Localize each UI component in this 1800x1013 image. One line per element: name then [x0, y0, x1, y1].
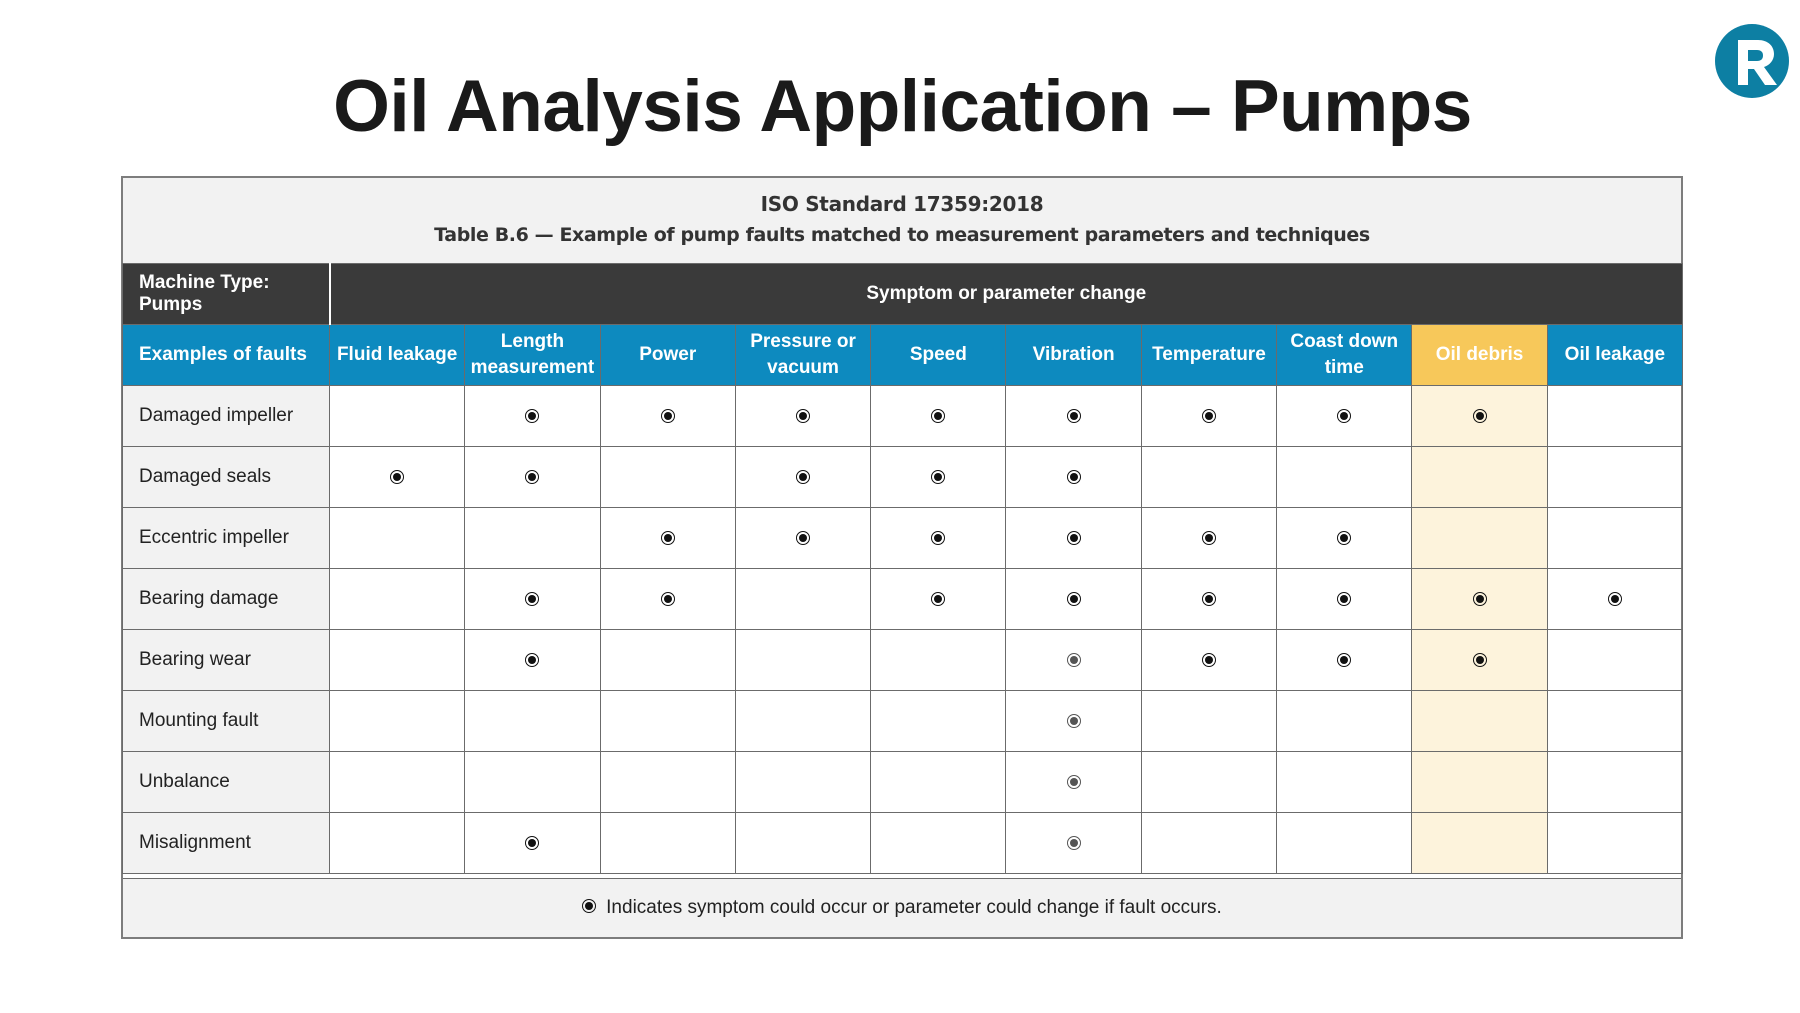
table-cell	[1547, 691, 1682, 752]
table-cell	[1547, 447, 1682, 508]
bullseye-marker-icon	[661, 531, 675, 545]
fault-name: Misalignment	[123, 813, 330, 874]
table-cell	[735, 630, 870, 691]
table-cell	[465, 691, 600, 752]
table-cell	[735, 691, 870, 752]
table-cell	[735, 508, 870, 569]
table-cell	[1547, 630, 1682, 691]
table-cell	[1277, 813, 1412, 874]
table-cell	[600, 752, 735, 813]
column-header: Length measurement	[465, 325, 600, 386]
table-cell	[1277, 752, 1412, 813]
legend-text: Indicates symptom could occur or parameter could change if fault occurs.	[606, 897, 1222, 918]
table-row	[123, 447, 1683, 508]
bullseye-marker-icon	[1067, 592, 1081, 606]
table-row	[123, 569, 1683, 630]
bullseye-marker-icon	[525, 592, 539, 606]
table-cell	[1006, 813, 1141, 874]
bullseye-marker-icon	[1202, 653, 1216, 667]
table-cell	[1547, 813, 1682, 874]
table-cell	[330, 447, 465, 508]
bullseye-marker-icon	[582, 899, 596, 913]
caption-description: Table B.6 — Example of pump faults matched to measurement parameters and techniques	[434, 224, 1370, 246]
table-cell	[1141, 813, 1276, 874]
bullseye-marker-icon	[1473, 592, 1487, 606]
bullseye-marker-icon	[931, 592, 945, 606]
table-cell	[871, 569, 1006, 630]
table-cell	[465, 447, 600, 508]
table-cell	[1006, 569, 1141, 630]
bullseye-marker-icon	[796, 470, 810, 484]
table-cell	[1006, 508, 1141, 569]
table-cell	[1141, 691, 1276, 752]
column-header: Power	[600, 325, 735, 386]
bullseye-marker-icon	[1067, 409, 1081, 423]
table-cell	[600, 630, 735, 691]
table-cell	[600, 508, 735, 569]
column-header: Vibration	[1006, 325, 1141, 386]
column-header: Fluid leakage	[330, 325, 465, 386]
bullseye-marker-icon	[525, 836, 539, 850]
table-cell	[330, 752, 465, 813]
bullseye-marker-icon	[1067, 775, 1081, 789]
fault-name: Bearing damage	[123, 569, 330, 630]
bullseye-marker-icon	[1202, 531, 1216, 545]
table-cell	[1141, 447, 1276, 508]
table-cell	[1547, 569, 1682, 630]
column-header: Speed	[871, 325, 1006, 386]
bullseye-marker-icon	[931, 470, 945, 484]
table-cell	[465, 630, 600, 691]
table-cell	[1412, 386, 1547, 447]
table-cell	[1412, 813, 1547, 874]
caption-standard: ISO Standard 17359:2018	[760, 192, 1044, 216]
bullseye-marker-icon	[661, 409, 675, 423]
table-cell	[1277, 569, 1412, 630]
table-cell	[330, 508, 465, 569]
table-cell	[600, 447, 735, 508]
bullseye-marker-icon	[796, 409, 810, 423]
column-header: Oil debris	[1412, 325, 1547, 386]
bullseye-marker-icon	[1067, 653, 1081, 667]
table-cell	[330, 569, 465, 630]
column-header: Oil leakage	[1547, 325, 1682, 386]
table-cell	[735, 752, 870, 813]
table-cell	[1006, 447, 1141, 508]
table-cell	[600, 691, 735, 752]
fault-name: Eccentric impeller	[123, 508, 330, 569]
bullseye-marker-icon	[1608, 592, 1622, 606]
table-cell	[735, 813, 870, 874]
bullseye-marker-icon	[931, 531, 945, 545]
table-cell	[465, 752, 600, 813]
fault-name: Damaged impeller	[123, 386, 330, 447]
table-cell	[1277, 691, 1412, 752]
bullseye-marker-icon	[1067, 531, 1081, 545]
table-cell	[871, 386, 1006, 447]
table-row	[123, 752, 1683, 813]
table-cell	[1412, 752, 1547, 813]
bullseye-marker-icon	[1473, 653, 1487, 667]
bullseye-marker-icon	[525, 409, 539, 423]
table-cell	[1006, 752, 1141, 813]
table-row	[123, 386, 1683, 447]
table-row	[123, 813, 1683, 874]
table-cell	[330, 630, 465, 691]
column-header: Temperature	[1141, 325, 1276, 386]
page-title: Oil Analysis Application – Pumps	[333, 66, 1472, 147]
bullseye-marker-icon	[1337, 409, 1351, 423]
table-cell	[1547, 386, 1682, 447]
table-cell	[871, 813, 1006, 874]
table-cell	[735, 569, 870, 630]
table-cell	[1141, 508, 1276, 569]
table-cell	[1141, 630, 1276, 691]
table-cell	[1547, 752, 1682, 813]
table-cell	[1412, 569, 1547, 630]
faults-column-header: Examples of faults	[123, 325, 330, 386]
table-cell	[871, 630, 1006, 691]
bullseye-marker-icon	[796, 531, 810, 545]
column-header: Pressure or vacuum	[735, 325, 870, 386]
table-cell	[871, 752, 1006, 813]
iso-fault-table	[121, 176, 1683, 939]
table-cell	[1277, 447, 1412, 508]
fault-grid	[122, 263, 1683, 874]
table-cell	[1412, 630, 1547, 691]
bullseye-marker-icon	[390, 470, 404, 484]
table-row	[123, 630, 1683, 691]
bullseye-marker-icon	[1067, 836, 1081, 850]
table-cell	[1141, 752, 1276, 813]
machine-type-header: Machine Type: Pumps	[123, 264, 330, 325]
column-header-row	[123, 325, 1683, 386]
table-cell	[1006, 386, 1141, 447]
fault-name: Bearing wear	[123, 630, 330, 691]
table-cell	[1141, 386, 1276, 447]
bullseye-marker-icon	[525, 470, 539, 484]
bullseye-marker-icon	[1337, 592, 1351, 606]
group-header-row	[123, 264, 1683, 325]
column-header: Coast down time	[1277, 325, 1412, 386]
table-cell	[600, 569, 735, 630]
table-row	[123, 691, 1683, 752]
bullseye-marker-icon	[1067, 714, 1081, 728]
table-cell	[330, 691, 465, 752]
table-cell	[1412, 691, 1547, 752]
bullseye-marker-icon	[661, 592, 675, 606]
table-cell	[1141, 569, 1276, 630]
table-cell	[1412, 508, 1547, 569]
table-cell	[465, 386, 600, 447]
table-cell	[600, 386, 735, 447]
bullseye-marker-icon	[1202, 592, 1216, 606]
bullseye-marker-icon	[1202, 409, 1216, 423]
table-cell	[871, 508, 1006, 569]
table-cell	[465, 569, 600, 630]
bullseye-marker-icon	[525, 653, 539, 667]
table-cell	[330, 813, 465, 874]
bullseye-marker-icon	[931, 409, 945, 423]
table-row	[123, 508, 1683, 569]
table-cell	[465, 508, 600, 569]
symptom-group-header: Symptom or parameter change	[330, 264, 1683, 325]
table-cell	[735, 447, 870, 508]
bullseye-marker-icon	[1337, 531, 1351, 545]
table-cell	[871, 691, 1006, 752]
table-cell	[1412, 447, 1547, 508]
table-cell	[600, 813, 735, 874]
bullseye-marker-icon	[1337, 653, 1351, 667]
table-cell	[1547, 508, 1682, 569]
table-cell	[1277, 630, 1412, 691]
table-cell	[1006, 691, 1141, 752]
table-caption	[123, 178, 1681, 264]
table-cell	[1277, 508, 1412, 569]
table-cell	[871, 447, 1006, 508]
bullseye-marker-icon	[1067, 470, 1081, 484]
fault-rows	[123, 386, 1683, 874]
table-cell	[1006, 630, 1141, 691]
fault-name: Mounting fault	[123, 691, 330, 752]
table-legend	[123, 878, 1681, 937]
bullseye-marker-icon	[1473, 409, 1487, 423]
table-cell	[465, 813, 600, 874]
table-cell	[1277, 386, 1412, 447]
table-cell	[330, 386, 465, 447]
fault-name: Damaged seals	[123, 447, 330, 508]
fault-name: Unbalance	[123, 752, 330, 813]
table-cell	[735, 386, 870, 447]
